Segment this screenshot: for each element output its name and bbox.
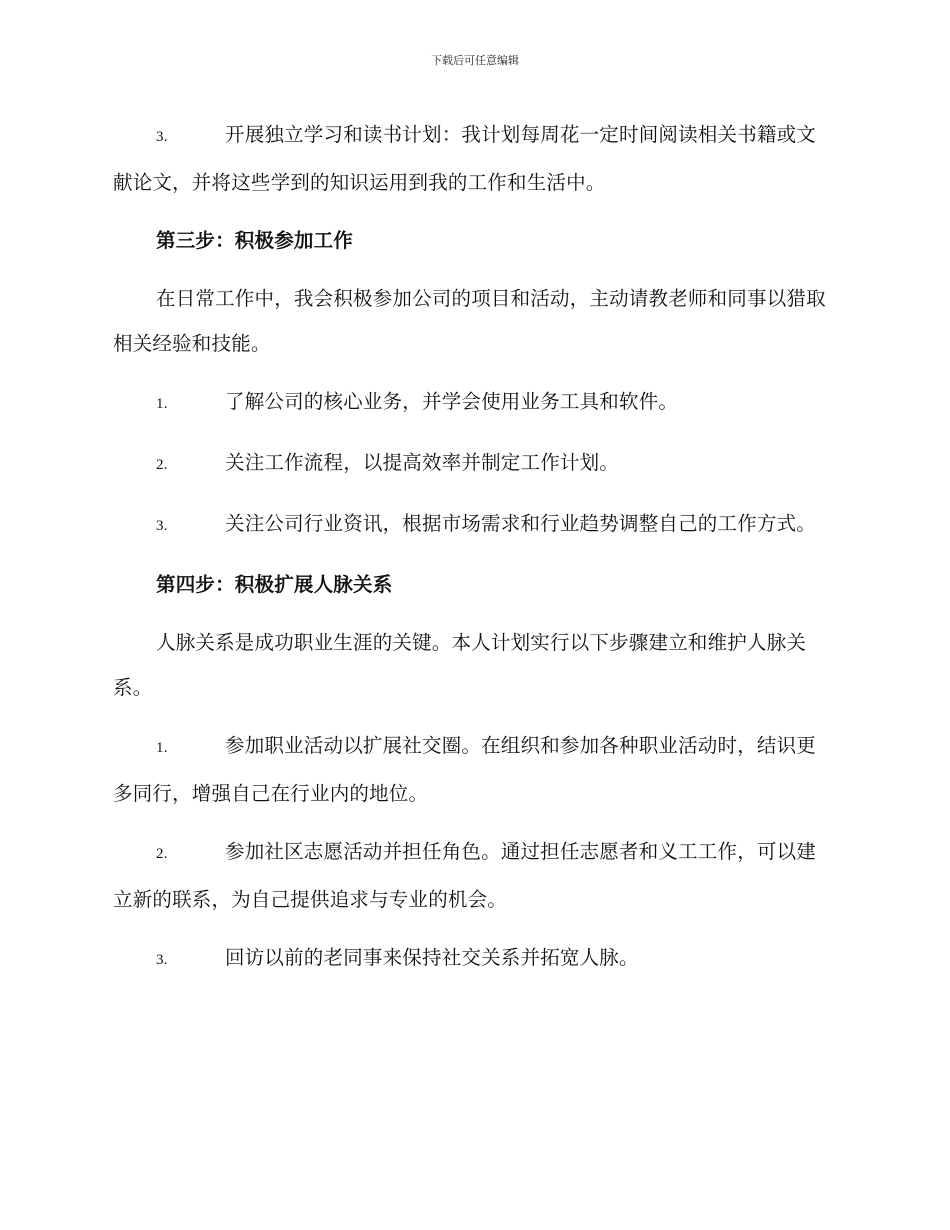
list-number: 3. <box>156 129 168 145</box>
list-item <box>113 440 833 488</box>
list-number: 3. <box>156 952 168 968</box>
list-number: 2. <box>156 457 168 473</box>
list-text: 参加社区志愿活动并担任角色。通过担任志愿者和义工工作，可以建立新的联系，为自己提供追求与专业的机会。 <box>113 840 817 911</box>
list-text: 关注工作流程，以提高效率并制定工作计划。 <box>225 451 620 474</box>
list-item <box>113 935 833 983</box>
list-item <box>113 501 833 549</box>
section-heading-step-3: 第三步：积极参加工作 <box>156 229 354 252</box>
list-item <box>113 829 833 922</box>
list-item <box>113 379 833 427</box>
list-number: 1. <box>156 740 168 756</box>
list-text: 了解公司的核心业务，并学会使用业务工具和软件。 <box>225 390 679 413</box>
document-body <box>113 112 833 996</box>
list-item <box>113 112 833 205</box>
list-text: 参加职业活动以扩展社交圈。在组织和参加各种职业活动时，结识更多同行，增强自己在行业内的地位。 <box>113 734 817 805</box>
page-header: 下载后可任意编辑 <box>431 54 519 67</box>
list-item <box>113 723 833 816</box>
list-number: 2. <box>156 846 168 862</box>
list-number: 1. <box>156 396 168 412</box>
list-text: 回访以前的老同事来保持社交关系并拓宽人脉。 <box>225 946 639 969</box>
list-number: 3. <box>156 518 168 534</box>
list-text: 关注公司行业资讯，根据市场需求和行业趋势调整自己的工作方式。 <box>225 512 817 535</box>
section-heading-step-4: 第四步：积极扩展人脉关系 <box>156 573 393 596</box>
list-text: 开展独立学习和读书计划：我计划每周花一定时间阅读相关书籍或文献论文，并将这些学到的知识运用到我的工作和生活中。 <box>113 123 817 194</box>
paragraph: 在日常工作中，我会积极参加公司的项目和活动，主动请教老师和同事以猎取相关经验和技能。 <box>113 287 826 355</box>
paragraph: 人脉关系是成功职业生涯的关键。本人计划实行以下步骤建立和维护人脉关系。 <box>113 631 807 699</box>
